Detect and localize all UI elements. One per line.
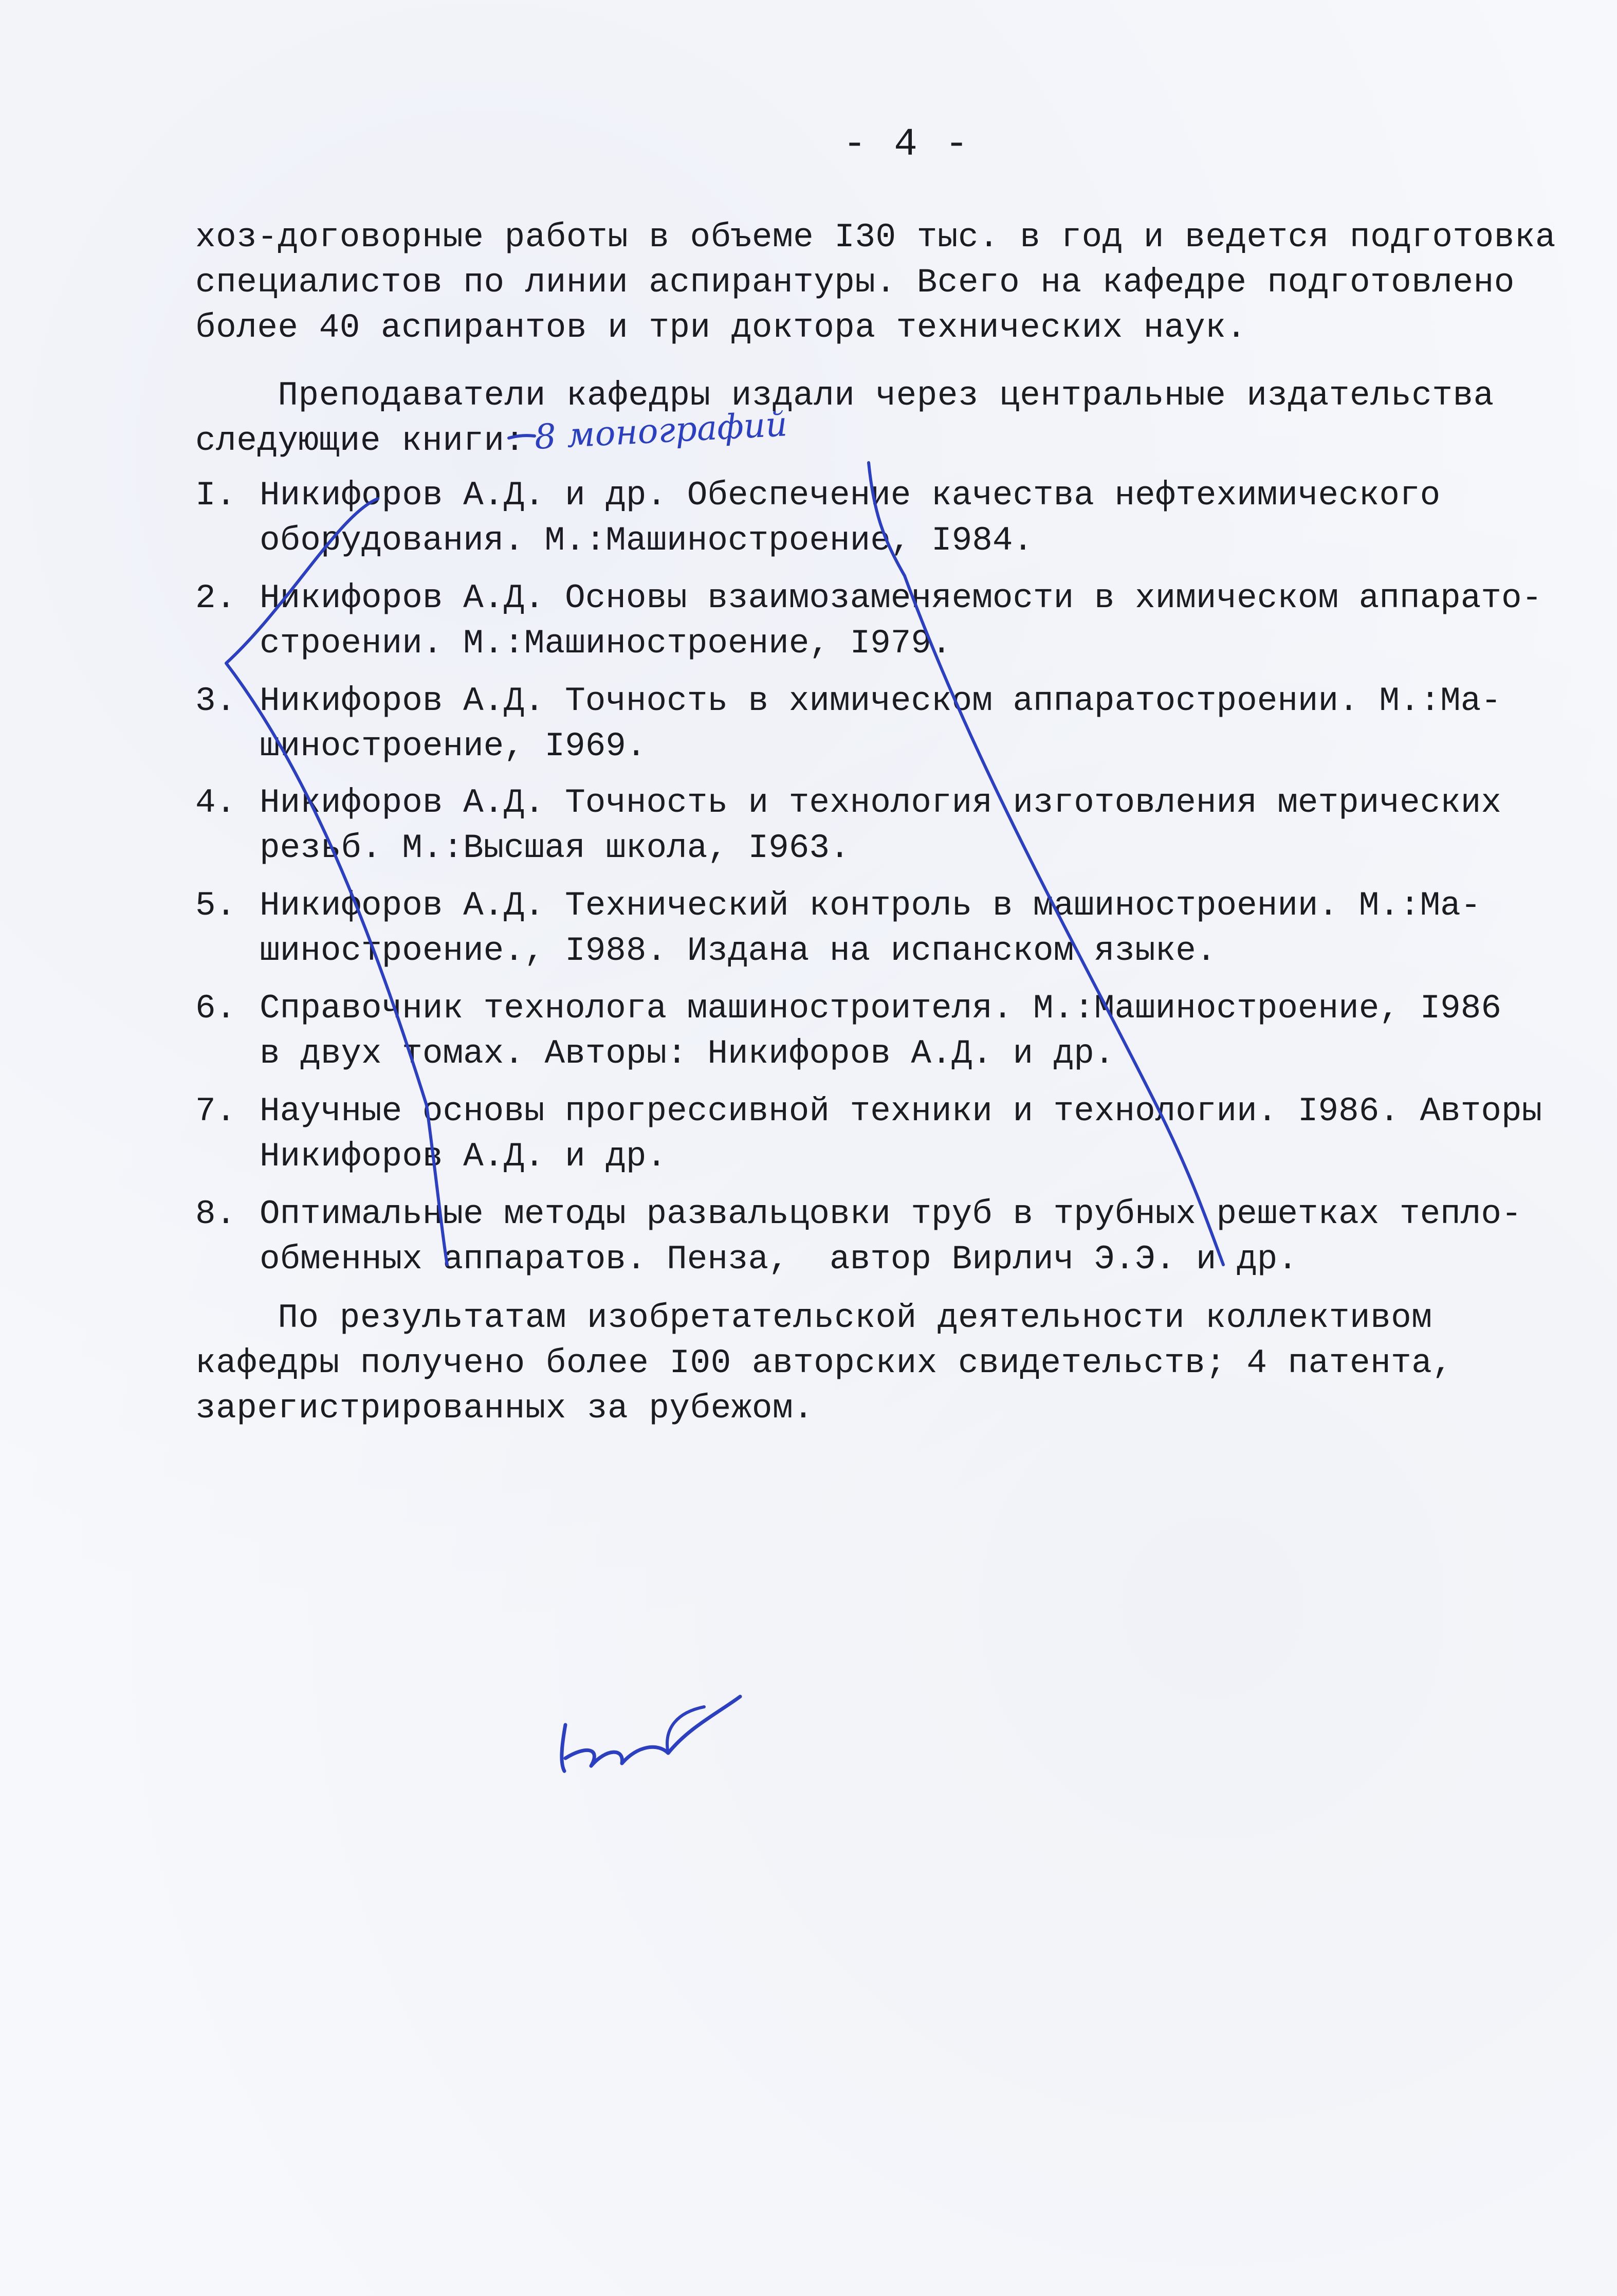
bracket-line-left: [226, 499, 447, 1265]
closing-line-3: зарегистрированных за рубежом.: [195, 1389, 814, 1428]
list-item-line: шиностроение, I969.: [260, 727, 647, 766]
note-underline-stroke: [509, 435, 535, 438]
list-item-line: Никифоров А.Д. Точность и технология изготовления метрических: [260, 783, 1501, 822]
list-item-line: Справочник технолога машиностроителя. М.:Машиностроение, I986: [260, 989, 1501, 1028]
list-item-number: 2.: [195, 579, 236, 617]
list-item-number: I.: [195, 476, 236, 515]
list-item-line: Никифоров А.Д. Точность в химическом аппаратостроении. М.:Ма-: [260, 682, 1501, 720]
intro-line-2: специалистов по линии аспирантуры. Всего на кафедре подготовлено: [195, 263, 1515, 302]
list-item-number: 4.: [195, 783, 236, 822]
list-item-line: Никифоров А.Д. Основы взаимозаменяемости в химическом аппарато-: [260, 579, 1542, 617]
intro-line-3: более 40 аспирантов и три доктора технических наук.: [195, 308, 1247, 347]
closing-line-1: По результатам изобретательской деятельности коллективом: [195, 1299, 1432, 1337]
list-item-line: Никифоров А.Д. Технический контроль в машиностроении. М.:Ма-: [260, 886, 1481, 925]
intro-line-1: хоз-договорные работы в объеме I30 тыс. в год и ведется подготовка: [195, 218, 1556, 257]
handwritten-signature-icon: [562, 1697, 740, 1771]
list-item-number: 3.: [195, 682, 236, 720]
list-item-line: Никифоров А.Д. и др. Обеспечение качества нефтехимического: [260, 476, 1441, 515]
list-item-number: 7.: [195, 1092, 236, 1131]
page-number: - 4 -: [843, 122, 971, 167]
list-item-number: 6.: [195, 989, 236, 1028]
books-intro-line-2: следующие книги:: [195, 422, 525, 460]
handwritten-note: 8 монографий: [533, 404, 788, 457]
books-intro-line-1: Преподаватели кафедры издали через центральные издательства: [195, 376, 1494, 415]
list-item-number: 8.: [195, 1195, 236, 1233]
list-item-line: резьб. М.:Высшая школа, I963.: [260, 829, 850, 867]
closing-line-2: кафедры получено более I00 авторских свидетельств; 4 патента,: [195, 1344, 1453, 1382]
list-item-line: Научные основы прогрессивной техники и технологии. I986. Авторы: [260, 1092, 1542, 1131]
list-item-line: обменных аппаратов. Пенза, автор Вирлич Э.Э. и др.: [260, 1240, 1298, 1279]
bracket-line-right: [869, 463, 1223, 1265]
list-item-line: в двух томах. Авторы: Никифоров А.Д. и др.: [260, 1034, 1115, 1073]
list-item-line: Никифоров А.Д. и др.: [260, 1137, 667, 1176]
list-item-number: 5.: [195, 886, 236, 925]
list-item-line: шиностроение., I988. Издана на испанском языке.: [260, 932, 1217, 970]
list-item-line: оборудования. М.:Машиностроение, I984.: [260, 521, 1034, 560]
list-item-line: Оптимальные методы развальцовки труб в трубных решетках тепло-: [260, 1195, 1522, 1233]
list-item-line: строении. М.:Машиностроение, I979.: [260, 624, 952, 663]
